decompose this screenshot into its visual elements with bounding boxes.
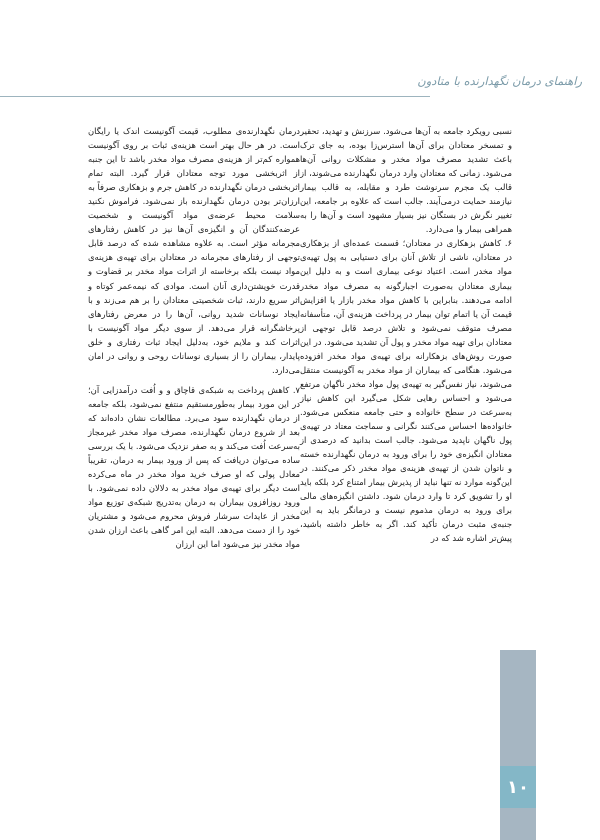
paragraph-section-7: ۷. کاهش پرداخت به شبکه‌ی قاچاق و و اُفت درآمدزایی آن؛ در این مورد بیمار به‌طورمستقیم منتفع نمی‌شود، بلکه جامعه از درمان نگهدارنده سود می‌برد. مطالعات نشان داده‌اند که بعد از شروع درمان نگهدارنده، مصرف مواد مخدر غیرمجاز به‌سرعت اُفت می‌کند و به صفر نزدیک می‌شود. با یک بررسی ساده می‌توان دریافت که پس از ورود بیمار به درمان، تقریباً معادل پولی که او صرف خرید مواد مخدر در ماه می‌کرده است دیگر برای تهیه‌ی مواد مخدر به دلالان داده نمی‌شود. با ورود روزافزون بیماران به درمان به‌تدریج شبکه‌ی توزیع مواد مخدر از عایدات سرشار فروش محروم می‌شود و مشتریان خود را از دست می‌دهد. البته این امر گاهی باعث ارزان شدن مواد مخدر نیز می‌شود اما این ارزان xyxy=(88,384,300,550)
paragraph-section-6: ۶. کاهش بزهکاری در معتادان؛ قسمت عمده‌ای از بزهکاری در معتادان، ناشی از تلاش آنان برای دستیابی به پول تهیه‌ی مواد مخدر است. اعتیاد نوعی بیماری است و به دلیل این بیماری معتادان به‌صورت اجبارگونه به مصرف مواد مخدر ادامه می‌دهند. بنابراین با کاهش مواد مخدر بازار یا افزایش قیمت آن یا اتمام توان بیمار در پرداخت هزینه‌ی آن، متأسفانه مصرف متوقف نمی‌شود و تلاش درصد قابل توجهی از معتادان برای تهیه مواد مخدر و پول آن تشدید می‌شود. در این صورت روش‌های بزهکارانه برای تهیه‌ی مواد مخدر افزوده می‌شود. هنگامی که بیماران از مواد مخدر به آگونیست منتقل می‌شوند، نیاز نفس‌گیر به تهیه‌ی پول مواد مخدر ناگهان مرتفع می‌شود و احساس رهایی شکل می‌گیرد این کاهش نیاز به‌سرعت در سطح خانواده و حتی جامعه منعکس می‌شود. خانواده‌ها احساس می‌کنند نگرانی و سماجت معتاد در تهیه‌ی پول ناگهان ناپدید می‌شود. جالب است بدانید که درصدی از معتادان انگیزه‌ی خود را برای ورود به درمان نگهدارنده خسته و ناتوان شدن از تهیه‌ی هزینه‌ی مواد مخدر ذکر می‌کنند. در این‌گونه موارد نه تنها نباید از پذیرش بیمار امتناع کرد بلکه باید او را تشویق کرد تا وارد درمان شود. داشتن انگیزه‌های مالی برای ورود به درمان مذموم نیست و درمانگر باید به این جنبه‌ی مثبت درمان تأکید کند. اگر به خاطر داشته باشید، پیش‌تر اشاره شد که در xyxy=(300,238,512,544)
left-text-column xyxy=(88,124,300,551)
paragraph-3: درمان نگهدارنده‌ی مطلوب، قیمت آگونیست اندک یا رایگان است. در هر حال بهتر است هزینه‌ی ثبات بر روی آگونیست همواره کم‌تر از هزینه‌ی مصرف مواد مخدر باشد تا این جنبه از اثربخشی مورد توجه معتادان قرار گیرد. البته تمام اثربخشی درمان نگهدارنده در کاهش جرم و بزهکاری صرفاً به ارزان‌تر بودن درمان نگهدارنده باز نمی‌شود. فراموش نکنید سلامت محیط عرضه‌ی مواد آگونیست و شخصیت عرضه‌کنندگان آن و انگیزه‌ی آن‌ها نیز در کاهش رفتارهای مجرمانه مؤثر است. به علاوه مشاهده شده که درصد قابل توجهی از رفتارهای مجرمانه در معتادان برای تهیه‌ی هزینه‌ی مواد نیست بلکه برخاسته از اثرات مواد مخدر بر قضاوت و قدرت خویشتن‌داری آنان است. موادی که نیمه‌عمر کوتاه و اثر سریع دارند، ثبات شخصیتی معتادان را بر هم می‌زند و با ایجاد نوسانات شدید روانی، آن‌ها را در معرض رفتارهای پرخاشگرانه قرار می‌دهد. از سوی دیگر مواد آگونیست با اثرات کند و ملایم خود، به‌دلیل ایجاد ثبات رفتاری و خلق پایدار، بیماران را از بسیاری نوسانات روحی و روانی در امان می‌دارد. xyxy=(88,126,300,375)
page-edge-bar xyxy=(500,650,536,840)
page-number-badge xyxy=(500,766,536,808)
page-number: ۱۰ xyxy=(507,776,529,798)
right-text-column xyxy=(300,124,512,545)
header-divider xyxy=(0,96,430,97)
paragraph-1: نسبی رویکرد جامعه به آن‌ها می‌شود. سرزنش و تهدید، تحقیر و تمسخر معتادان برای آن‌ها استرس‌زا بوده، به جای ترک باعث تشدید مصرف مواد مخدر و مشکلات روانی آن‌ها می‌شود. زمانی که معتادان وارد درمان نگهدارنده می‌شوند، از قالب یک مجرم سرنوشت طرد و مقابله، به قالب بیمار نیازمند حمایت درمی‌آیند. جالب است که علاوه بر جامعه، این تغییر نگرش در بستگان نیز بسیار مشهود است و آن‌ها را به همراهی بیمار وا می‌دارد. xyxy=(300,126,512,235)
running-header: راهنمای درمان نگهدارنده با متادون xyxy=(417,74,582,88)
